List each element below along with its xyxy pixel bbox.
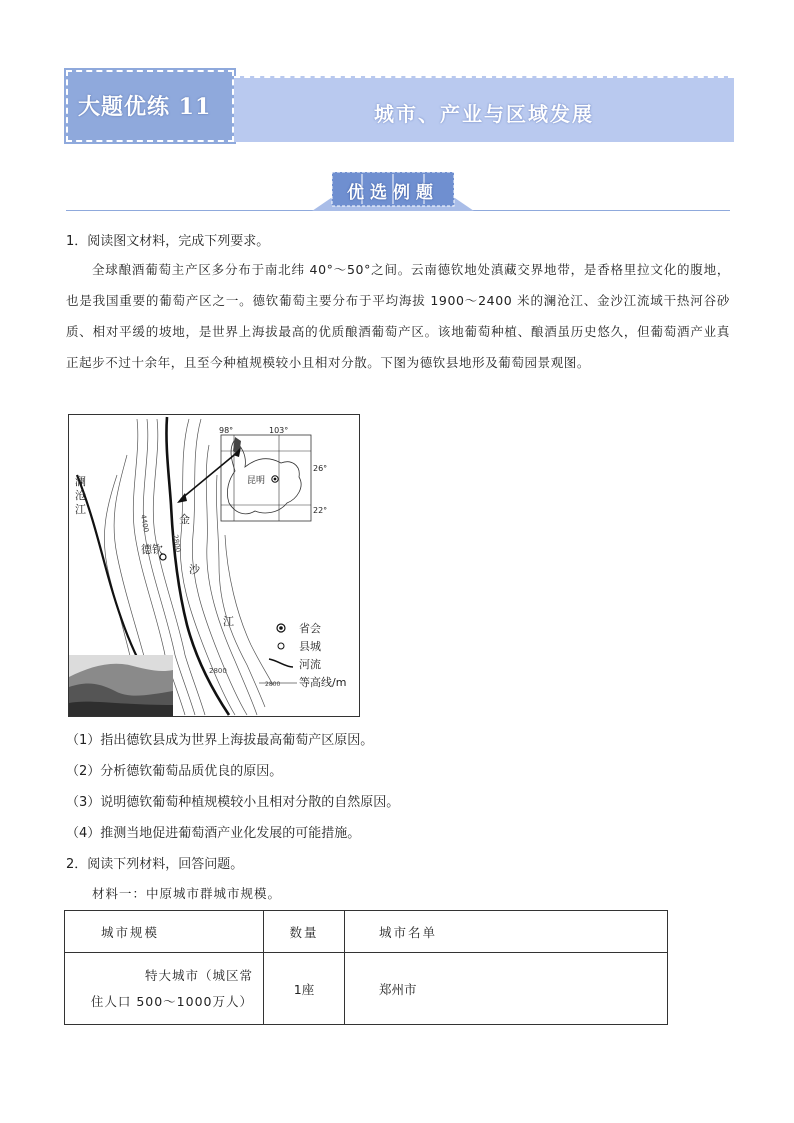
inset-lat-22: 22° — [313, 506, 328, 515]
question-2-prompt: 2．阅读下列材料，回答问题。 — [66, 857, 244, 872]
county-label: 德钦 — [141, 543, 163, 556]
legend-capital-label: 省会 — [299, 622, 321, 635]
legend-contour-sample: 2800 — [265, 681, 281, 688]
map-graphic — [69, 415, 360, 717]
jinsha-label-1: 金 — [179, 513, 190, 526]
header-count: 数量 — [264, 911, 345, 953]
map-legend — [259, 621, 346, 689]
county-icon — [278, 643, 284, 649]
chapter-banner — [66, 70, 734, 142]
question-1-material: 全球酿酒葡萄主产区多分布于南北纬 40°～50°之间。云南德钦地处滇藏交界地带，是香格里拉文化的腹地，也是我国重要的葡萄产区之一。德钦葡萄主要分布于平均海拔 1900～2400 米的澜沧江、金沙江流域干热河谷砂质、相对平缓的坡地，是世界上海拔最高的优质酿酒葡萄产区。该地葡萄种植、酿酒虽历史悠久，但葡萄酒产业真正起步不过十余年，且至今种植规模较小且相对分散。下图为德钦县地形及葡萄园景观图。 — [66, 262, 730, 370]
river-icon — [269, 659, 293, 667]
cell-names: 郑州市 — [345, 953, 668, 1025]
sub-question-2: （2）分析德钦葡萄品质优良的原因。 — [66, 764, 283, 779]
legend-county-label: 县城 — [299, 640, 321, 653]
inset-locator-map — [219, 426, 327, 521]
topic-bar — [234, 76, 734, 142]
deqin-terrain-map — [68, 414, 360, 717]
cell-count: 1座 — [264, 953, 345, 1025]
lancang-label-2: 沧 — [75, 489, 86, 502]
series-label: 大题优练 11 — [78, 94, 212, 120]
contour-label-3: 2800 — [209, 667, 227, 675]
legend-contour-label: 等高线/m — [299, 676, 347, 689]
cell-scale-line-1: 特大城市（城区常 — [144, 967, 253, 983]
lancang-label-1: 澜 — [75, 475, 86, 488]
sub-question-4: （4）推测当地促进葡萄酒产业化发展的可能措施。 — [66, 826, 361, 841]
series-badge — [66, 70, 234, 142]
table-header-row — [65, 911, 668, 953]
table-row — [65, 953, 668, 1025]
inset-lon-103: 103° — [269, 426, 289, 435]
cell-scale — [65, 953, 264, 1025]
contour-label-1: 4400 — [139, 513, 151, 533]
jinsha-label-3: 江 — [223, 615, 234, 628]
sub-question-3: （3）说明德钦葡萄种植规模较小且相对分散的自然原因。 — [66, 795, 400, 810]
inset-city-label: 昆明 — [247, 476, 266, 486]
inset-lon-98: 98° — [219, 426, 234, 435]
header-city-names: 城市名单 — [345, 911, 668, 953]
sub-question-1: （1）指出德钦县成为世界上海拔最高葡萄产区原因。 — [66, 733, 374, 748]
jinsha-label-2: 沙 — [189, 563, 200, 576]
city-scale-table — [64, 910, 668, 1025]
header-city-scale: 城市规模 — [65, 911, 264, 953]
inset-lat-26: 26° — [313, 464, 328, 473]
legend-river-label: 河流 — [299, 658, 321, 671]
contour-label-2: 2800 — [171, 533, 183, 553]
material-1-label: 材料一：中原城市群城市规模。 — [92, 886, 282, 901]
section-heading — [66, 166, 730, 212]
topic-title: 城市、产业与区域发展 — [374, 102, 594, 126]
vineyard-photo — [69, 655, 173, 717]
question-1-prompt: 1．阅读图文材料，完成下列要求。 — [66, 234, 270, 249]
cell-scale-line-2: 住人口 500～1000万人） — [90, 993, 253, 1009]
lancang-label-3: 江 — [75, 503, 86, 516]
section-badge — [312, 166, 474, 210]
section-title: 优选例题 — [347, 183, 439, 203]
